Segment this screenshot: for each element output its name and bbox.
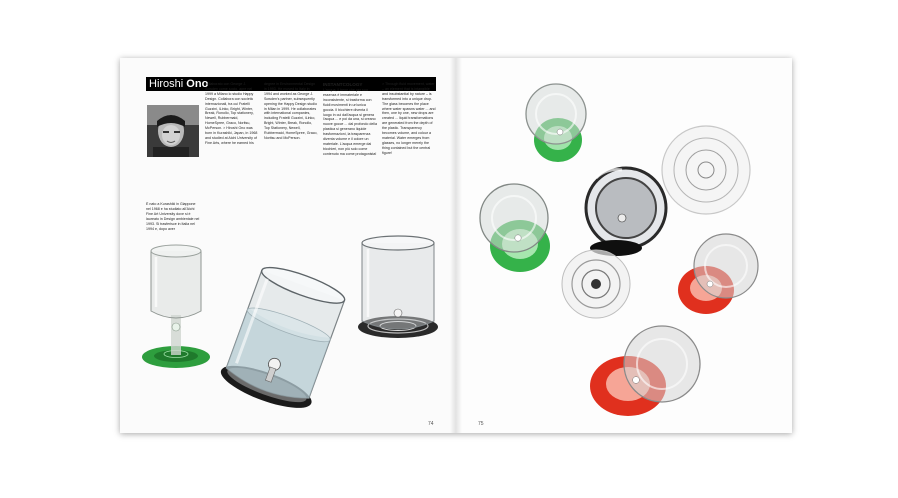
- instantcology-heading: INSTANTCOLOGY: [323, 82, 363, 87]
- grey-ripple-glass: [562, 250, 630, 318]
- tilted-water-glass-image: [214, 258, 352, 418]
- green-stemmed-glass-image: [138, 241, 216, 373]
- instantcology-italian-text: L'acqua, il bene che per sua essenza è immateriale e inconsistente, si trasforma con fluidi movimenti in un'unica goccia. Il bicchiere diventa il luogo in cui dall'acqua si genera l'acqua ... e poi da una, si creano nuove gocce ... dal profondo della plastica si generano liquide trasformazioni, la trasparenza diventa volume e il colore un materiale. L'acqua emerge dai bicchieri, non più solo come contenuto ma come protagonista!: [323, 88, 377, 156]
- page-number-left: 74: [428, 421, 434, 427]
- red-glass-right: [678, 234, 758, 314]
- page-number-right: 75: [478, 421, 484, 427]
- left-page: [120, 58, 456, 433]
- instantcology-english-text: > Through fluid movement, water – an element that is intangible and insubstantial by nature – is transformed into a unique drop. The glass becomes the place where water spawns water ... and then, one by one, new drops are created ... liquid transformations are generated from the depth of the plastic. Transparency becomes volume, and colour a material. Water emerges from glasses, no longer merely the thing contained but the central figure!: [382, 82, 436, 155]
- title-last-name: Ono: [186, 78, 209, 90]
- green-glass-top: [526, 84, 586, 162]
- red-glass-bottom: [590, 326, 700, 416]
- instantcology-column: [323, 82, 377, 252]
- green-glass-middle: [480, 184, 550, 272]
- book-spread: [120, 58, 792, 433]
- glasses-composition-image: [456, 58, 792, 433]
- right-page: [456, 58, 792, 433]
- bio-column-2: degree in Environmental Design in 1993. He moved to Italy in 1994 and worked as George J. Sowden's partner, subsequently opening the Happy Design studio in Milan in 1999. He collaborates with international companies, including Fratelli Guzzini, iLinko, Bright, Winter, Break, Ronollo, Top Stationery, Newell, Rubbermaid, HomeSpree, Graco, Noritsu and McPerson.: [264, 82, 318, 140]
- portrait-image: [147, 105, 199, 157]
- designer-portrait: [147, 105, 199, 157]
- clear-tumbler-glass-image: [350, 233, 446, 349]
- dark-tumbler-center: [586, 168, 666, 256]
- title-first-name: Hiroshi: [149, 78, 184, 90]
- bio-intro-text: È nato a Kurashiki in Giappone nel 1968 e ha studiato all'Aichi Fine Art University dove si è laureato in Design ambientale nel 1993. Si trasferisce in Italia nel 1994 e, dopo aver: [146, 202, 200, 231]
- spine-shadow: [450, 58, 462, 433]
- bio-column-1: collaborato con George J. Sowden come socio, apre nel 1999 a Milano lo studio Happy Design. Collabora con società internazionali, tra cui Fratelli Guzzini, iLinko, Bright, Winter, Break, Ronollo, Top stationery, Newell, Rubbermaid, HomeSpree, Graco, Noritsu, McPerson. > Hiroshi Ono was born in Kurashiki, Japan, in 1968 and studied at Aichi University of Fine Arts, where he earned his: [205, 82, 258, 145]
- faint-ripple-glass: [662, 126, 750, 214]
